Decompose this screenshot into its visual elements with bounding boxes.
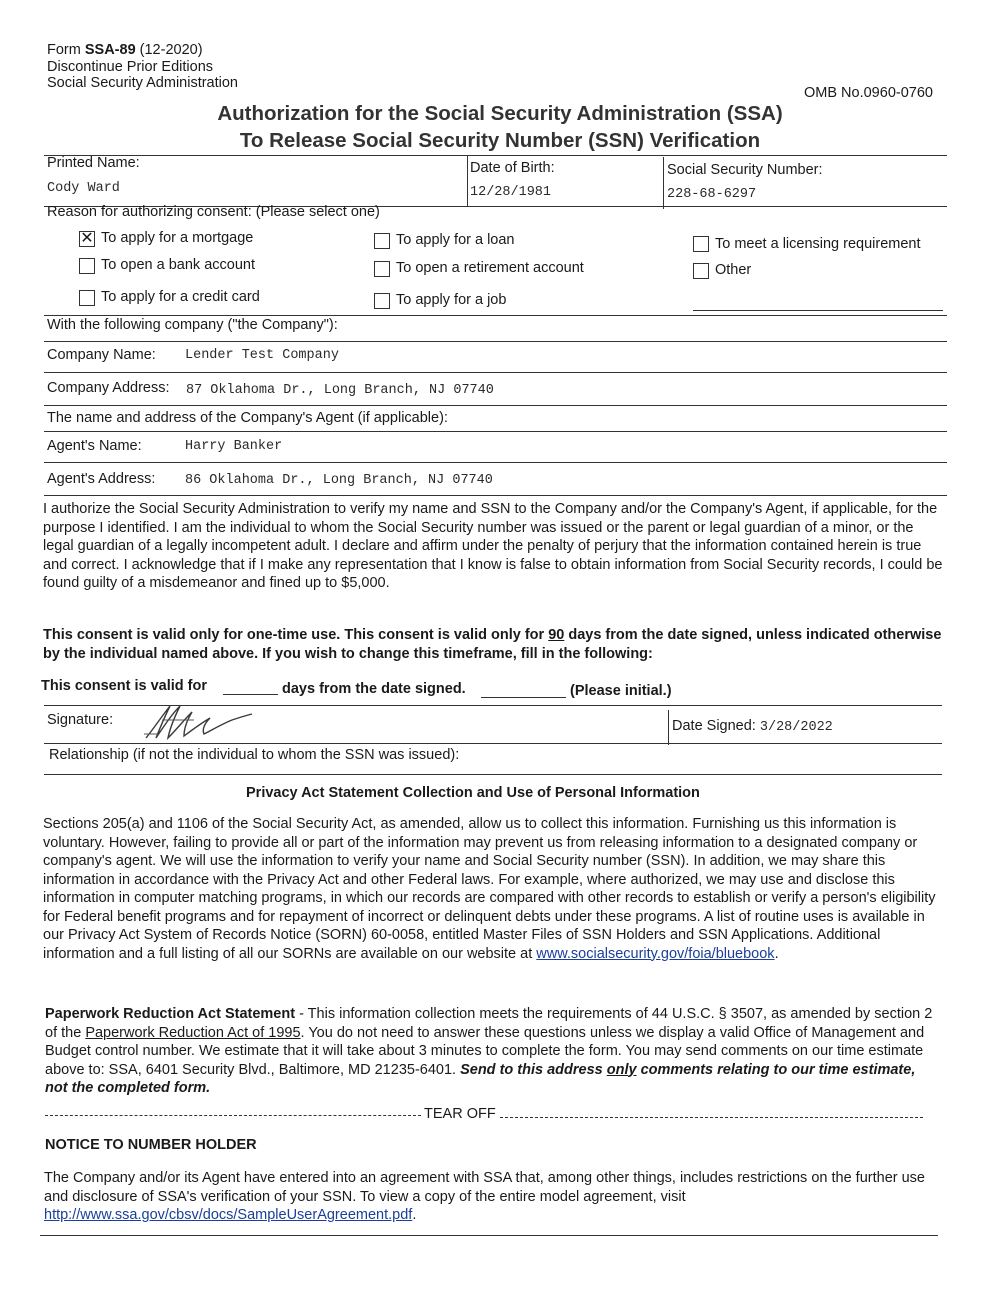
option-job-label: To apply for a job: [396, 292, 507, 308]
paperwork-heading: Paperwork Reduction Act Statement: [45, 1006, 296, 1022]
bluebook-link[interactable]: www.socialsecurity.gov/foia/bluebook: [536, 945, 775, 962]
privacy-paragraph: Sections 205(a) and 1106 of the Social Security Act, as amended, allow us to collect this information. Furnishing us this information is voluntary. However, failing to provide all or part of the information may prevent us from releasing information to a designated company or company's agent. We will use the information to verify your name and Social Security number (SSN). In addition, we may share this information in accordance with the Privacy Act and other Federal laws. For example, where authorized, we may use and disclose this information in computer matching programs, in which our records are compared with other records to establish or verify a person's eligibility for Federal benefit programs and for repayment of incorrect or delinquent debts under these programs. A list of routine uses is available in our Privacy Act System of Records Notice (SORN) 60-0058, entitled Master Files of SSN Holders and SSN Applications. Additional information and a full listing of all our SORNs are available on our website at www.socialsecurity.gov/foia/bluebook.: [43, 816, 936, 962]
agent-address-label: Agent's Address:: [47, 471, 156, 487]
notice-heading: NOTICE TO NUMBER HOLDER: [45, 1137, 257, 1153]
ssn-value[interactable]: 228-68-6297: [667, 187, 757, 202]
option-other-label: Other: [715, 262, 752, 278]
option-credit-card-label: To apply for a credit card: [101, 289, 260, 305]
option-licensing-label: To meet a licensing requirement: [715, 236, 921, 252]
agent-name-label: Agent's Name:: [47, 438, 142, 454]
agent-section-label: The name and address of the Company's Agent (if applicable):: [47, 410, 448, 426]
option-bank-account-label: To open a bank account: [101, 257, 255, 273]
paperwork-act-link: Paperwork Reduction Act of 1995: [85, 1024, 301, 1041]
company-name-label: Company Name:: [47, 347, 156, 363]
relationship-label: Relationship (if not the individual to whom the SSN was issued):: [49, 747, 460, 763]
notice-paragraph: The Company and/or its Agent have entered into an agreement with SSA that, among other things, includes restrictions on the further use and disclosure of SSA's verification of your SSN. To view a copy of the entire model agreement, visit http://www.ssa.gov/cbsv/docs/SampleUserAgreement.pdf.: [44, 1170, 925, 1223]
consent-days-field[interactable]: [223, 694, 278, 695]
option-mortgage-label: To apply for a mortgage: [101, 230, 254, 246]
checkbox-other[interactable]: [693, 263, 709, 279]
form-title-line2: To Release Social Security Number (SSN) Verification: [239, 129, 761, 152]
signature-label: Signature:: [47, 712, 114, 728]
dob-value[interactable]: 12/28/1981: [470, 185, 552, 200]
privacy-heading: Privacy Act Statement Collection and Use of Personal Information: [246, 785, 700, 801]
printed-name-value[interactable]: Cody Ward: [47, 181, 120, 196]
dob-label: Date of Birth:: [470, 160, 555, 176]
paperwork-paragraph: Paperwork Reduction Act Statement - This information collection meets the requirements of 44 U.S.C. § 3507, as amended by section 2 of the Paperwork Reduction Act of 1995. You do not need to answer these questions unless we display a valid Office of Management and Budget control number. We estimate that it will take about 3 minutes to complete the form. You may send comments on our time estimate above to: SSA, 6401 Security Blvd., Baltimore, MD 21235-6401. Send to this address only comments relating to our time estimate, not the completed form.: [45, 1006, 933, 1096]
agency-name: Social Security Administration: [47, 75, 238, 91]
authorization-paragraph: I authorize the Social Security Administration to verify my name and SSN to the Company and/or the Company's Agent, if applicable, for the purpose I identified. I am the individual to whom the Social Security number was issued or the parent or legal guardian of a minor, or the legal guardian of a legally incompetent adult. I declare and affirm under the penalty of perjury that the information contained herein is true and correct. I acknowledge that if I make any representation that I know is false to obtain information from Social Security records, I could be found guilty of a misdemeanor and fined up to $5,000.: [43, 501, 943, 591]
checkbox-mortgage[interactable]: [79, 228, 95, 247]
checkbox-loan[interactable]: [374, 233, 390, 249]
consent-initial-field[interactable]: [481, 697, 566, 698]
company-section-label: With the following company ("the Company"):: [47, 317, 338, 333]
option-retirement-account-label: To open a retirement account: [396, 260, 584, 276]
sample-agreement-link[interactable]: http://www.ssa.gov/cbsv/docs/SampleUserAgreement.pdf: [44, 1207, 413, 1223]
form-title-line1: Authorization for the Social Security Administration (SSA): [217, 102, 783, 125]
company-address-label: Company Address:: [47, 380, 170, 396]
printed-name-label: Printed Name:: [47, 155, 140, 171]
checkbox-retirement-account[interactable]: [374, 261, 390, 277]
form-number: Form SSA-89 (12-2020): [47, 42, 203, 58]
company-address-value[interactable]: 87 Oklahoma Dr., Long Branch, NJ 07740: [186, 383, 494, 398]
consent-days-label: days from the date signed.: [282, 681, 466, 697]
checkbox-licensing[interactable]: [693, 236, 709, 252]
omb-number: OMB No.0960-0760: [804, 85, 933, 101]
checkbox-credit-card[interactable]: [79, 290, 95, 306]
agent-address-value[interactable]: 86 Oklahoma Dr., Long Branch, NJ 07740: [185, 473, 493, 488]
form-edition-note: Discontinue Prior Editions: [47, 59, 214, 75]
consent-days: 90: [548, 627, 565, 643]
company-name-value[interactable]: Lender Test Company: [185, 348, 339, 363]
date-signed-value[interactable]: 3/28/2022: [759, 720, 833, 735]
option-loan-label: To apply for a loan: [396, 232, 515, 248]
tear-off-label: TEAR OFF: [424, 1106, 496, 1122]
consent-paragraph: This consent is valid only for one-time use. This consent is valid only for 90 days from the date signed, unless indicated otherwise by the individual named above. If you wish to change this timeframe, fill in the following:: [43, 627, 942, 662]
date-signed-label: Date Signed: 3/28/2022: [672, 718, 833, 735]
reason-label: Reason for authorizing consent: (Please select one): [47, 204, 380, 220]
checkbox-bank-account[interactable]: [79, 258, 95, 274]
signature-mark[interactable]: [140, 700, 260, 744]
ssn-label: Social Security Number:: [667, 162, 823, 178]
checkbox-job[interactable]: [374, 293, 390, 309]
agent-name-value[interactable]: Harry Banker: [185, 439, 283, 454]
consent-initial-label: (Please initial.): [570, 683, 672, 699]
other-specify-line[interactable]: [693, 310, 943, 311]
checkmark-x-icon: ✕: [80, 228, 94, 247]
consent-valid-for-label: This consent is valid for: [41, 678, 207, 694]
